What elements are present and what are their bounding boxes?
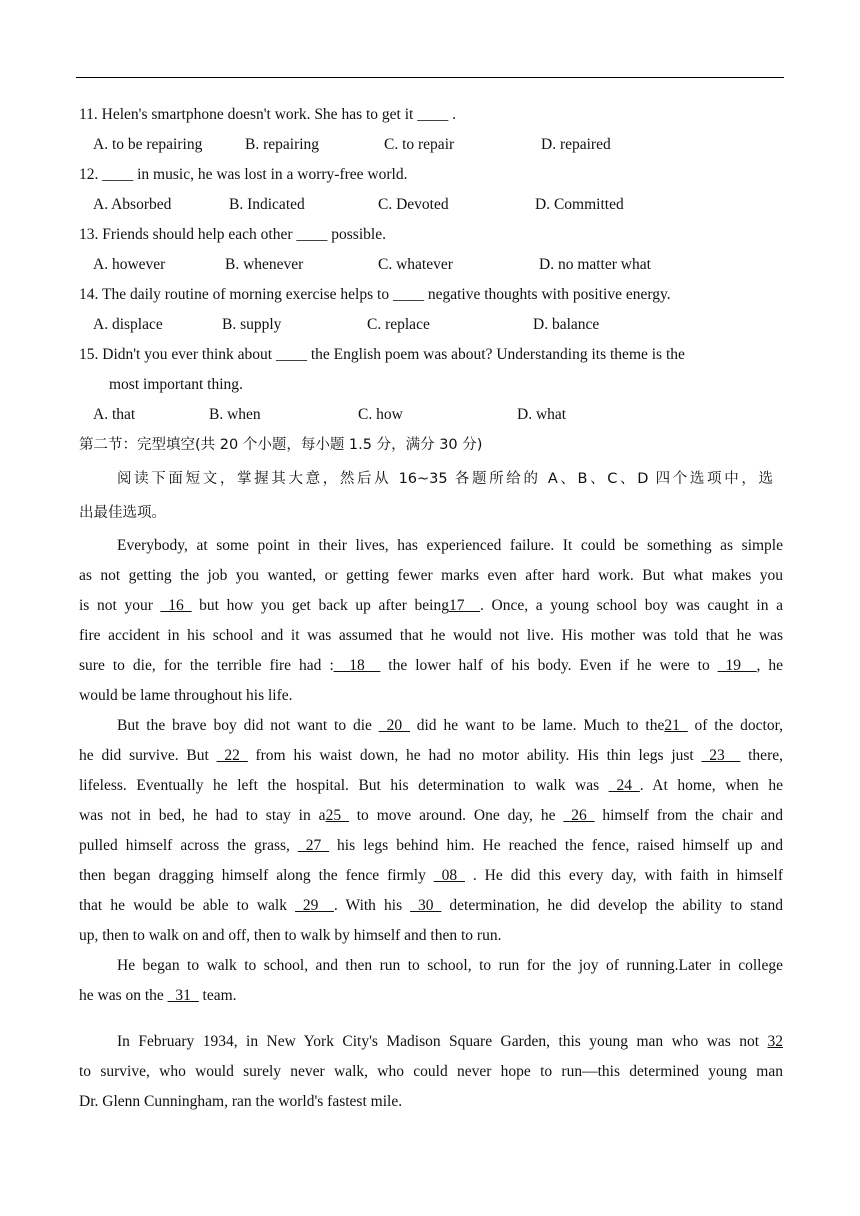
cloze-blank: _22_	[216, 747, 248, 764]
option-a: A. to be repairing	[93, 136, 203, 153]
option-c: C. Devoted	[378, 196, 449, 213]
cloze-blank: _27_	[297, 837, 329, 854]
passage-text: , he	[756, 657, 783, 674]
passage-line	[79, 1092, 402, 1112]
passage-line	[79, 626, 783, 646]
cloze-blank: _26_	[563, 807, 595, 824]
option-d: D. Committed	[535, 196, 624, 213]
option-c: C. to repair	[384, 136, 455, 153]
question-stem: 13. Friends should help each other ____ possible.	[79, 226, 386, 243]
passage-line	[79, 656, 783, 676]
passage-text: to survive, who would surely never walk, who could never hope to run—this determined young man	[79, 1063, 783, 1080]
passage-text: Dr. Glenn Cunningham, ran the world's fastest mile.	[79, 1093, 403, 1110]
option-b: B. Indicated	[229, 196, 305, 213]
question-stem-continued: most important thing.	[109, 376, 243, 393]
passage-text: of the doctor,	[687, 717, 783, 734]
cloze-blank: _16_	[160, 597, 192, 614]
passage-text: there,	[740, 747, 783, 764]
passage-line	[79, 776, 783, 796]
passage-line	[79, 566, 783, 586]
passage-line	[117, 536, 783, 556]
option-a: A. however	[93, 256, 166, 273]
passage-line	[79, 686, 293, 706]
option-c: C. replace	[367, 316, 430, 333]
section-instruction-continued: 出最佳选项。	[79, 505, 166, 521]
passage-text: determination, he did develop the ability to stand	[441, 897, 783, 914]
cloze-blank: 32	[767, 1033, 783, 1050]
option-b: B. whenever	[225, 256, 304, 273]
option-a: A. displace	[93, 316, 163, 333]
passage-text: . With his	[333, 897, 411, 914]
option-a: A. Absorbed	[93, 196, 172, 213]
cloze-blank: _23__	[701, 747, 741, 764]
cloze-blank: 25_	[325, 807, 349, 824]
option-c: C. whatever	[378, 256, 453, 273]
passage-text: the lower half of his body. Even if he were to	[380, 657, 718, 674]
passage-line	[79, 1062, 783, 1082]
passage-text: team.	[198, 987, 237, 1004]
passage-text: but how you get back up after being	[191, 597, 449, 614]
passage-text: is not your	[79, 597, 161, 614]
question-stem: 14. The daily routine of morning exercise helps to ____ negative thoughts with positive energy.	[79, 286, 671, 303]
passage-line	[79, 866, 783, 886]
passage-text: lifeless. Eventually he left the hospital. But his determination to walk was	[79, 777, 609, 794]
passage-text: But the brave boy did not want to die	[117, 717, 379, 734]
passage-text: In February 1934, in New York City's Madison Square Garden, this young man who was not	[117, 1033, 768, 1050]
cloze-blank: _31_	[167, 987, 199, 1004]
passage-text: was not in bed, he had to stay in a	[79, 807, 326, 824]
passage-text: sure to die, for the terrible fire had :	[79, 657, 334, 674]
cloze-blank: _29__	[295, 897, 334, 914]
passage-text: fire accident in his school and it was assumed that he would not live. His mother was told that he was	[79, 627, 783, 644]
passage-line	[79, 806, 783, 826]
passage-text: his legs behind him. He reached the fence, raised himself up and	[328, 837, 783, 854]
passage-text: pulled himself across the grass,	[79, 837, 298, 854]
passage-text: . He did this every day, with faith in himself	[464, 867, 783, 884]
passage-text: He began to walk to school, and then run to school, to run for the joy of running.Later in college	[117, 957, 783, 974]
passage-line	[117, 1032, 783, 1052]
passage-text: himself from the chair and	[594, 807, 783, 824]
option-d: D. repaired	[541, 136, 611, 153]
passage-text: did he want to be lame. Much to the	[409, 717, 665, 734]
passage-line	[79, 986, 237, 1006]
option-d: D. balance	[533, 316, 600, 333]
question-stem: 12. ____ in music, he was lost in a worry-free world.	[79, 166, 408, 183]
passage-line	[117, 956, 783, 976]
option-b: B. supply	[222, 316, 282, 333]
header-rule	[76, 77, 784, 78]
cloze-blank: _19__	[717, 657, 757, 674]
passage-text: that he would be able to walk	[79, 897, 296, 914]
cloze-blank: 21_	[664, 717, 688, 734]
cloze-blank: _08_	[433, 867, 465, 884]
section-instruction: 阅读下面短文，掌握其大意，然后从 16~35 各题所给的 A、B、C、D 四个选项中，选	[117, 471, 773, 487]
passage-line	[79, 926, 501, 946]
cloze-blank: __18__	[333, 657, 381, 674]
cloze-blank: _30_	[410, 897, 442, 914]
passage-line	[79, 596, 783, 616]
passage-text: . Once, a young school boy was caught in a	[479, 597, 783, 614]
passage-line	[117, 716, 783, 736]
cloze-blank: 17__	[448, 597, 480, 614]
passage-line	[79, 896, 783, 916]
passage-text: up, then to walk on and off, then to walk by himself and then to run.	[79, 927, 502, 944]
passage-text: to move around. One day, he	[348, 807, 564, 824]
passage-text: then began dragging himself along the fence firmly	[79, 867, 434, 884]
passage-line	[79, 836, 783, 856]
option-d: D. what	[517, 406, 567, 423]
passage-text: as not getting the job you wanted, or getting fewer marks even after hard work. But what makes you	[79, 567, 783, 584]
question-stem: 11. Helen's smartphone doesn't work. She has to get it ____ .	[79, 106, 456, 123]
passage-text: he did survive. But	[79, 747, 217, 764]
cloze-blank: _20_	[378, 717, 410, 734]
option-a: A. that	[93, 406, 136, 423]
passage-text: Everybody, at some point in their lives, has experienced failure. It could be something as simple	[117, 537, 783, 554]
option-d: D. no matter what	[539, 256, 651, 273]
passage-text: he was on the	[79, 987, 168, 1004]
cloze-blank: _24_	[608, 777, 640, 794]
passage-text: would be lame throughout his life.	[79, 687, 293, 704]
passage-text: . At home, when he	[639, 777, 783, 794]
passage-line	[79, 746, 783, 766]
question-stem: 15. Didn't you ever think about ____ the English poem was about? Understanding its theme is the	[79, 346, 685, 363]
passage-text: from his waist down, he had no motor ability. His thin legs just	[247, 747, 702, 764]
option-c: C. how	[358, 406, 403, 423]
option-b: B. when	[209, 406, 261, 423]
section-heading: 第二节：完型填空(共 20 个小题，每小题 1.5 分，满分 30 分)	[79, 437, 483, 453]
option-b: B. repairing	[245, 136, 320, 153]
